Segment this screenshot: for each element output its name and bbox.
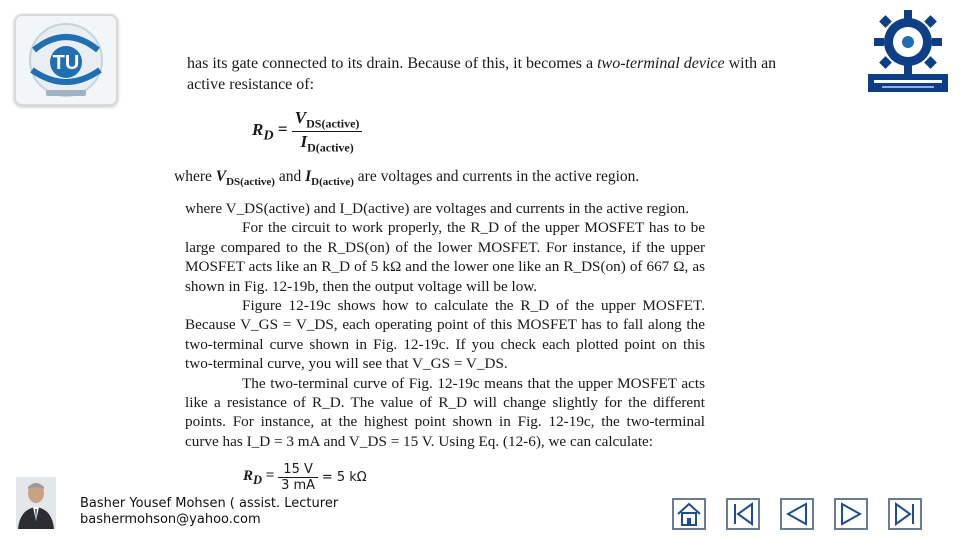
formula-fraction bbox=[292, 108, 363, 156]
college-gear-emblem-icon bbox=[864, 8, 952, 96]
last-slide-button[interactable] bbox=[888, 498, 922, 530]
calc-rd-symbol: R bbox=[243, 467, 254, 484]
two-terminal-term: two-terminal device bbox=[597, 55, 725, 72]
calc-fraction bbox=[278, 462, 318, 493]
intro-text-part1: has its gate connected to its drain. Because of this, it becomes a bbox=[187, 55, 598, 72]
calc-numerator: 15 V bbox=[278, 462, 318, 478]
scan-paragraph-2: Figure 12-19c shows how to calculate the R_D of the upper MOSFET. Because V_GS = V_DS, each operating point of this MOSFET has to fall along the two-terminal curve shown in Fig. 12-19c. If you check each plotted point on this two-terminal curve, you will see that V_GS = V_DS. bbox=[185, 297, 705, 373]
svg-text:TU: TU bbox=[52, 52, 80, 74]
where-v-subscript: DS(active) bbox=[226, 176, 275, 189]
formula-denominator-symbol: I bbox=[300, 132, 308, 152]
formula-numerator-symbol: V bbox=[294, 108, 307, 127]
author-name-line: Basher Yousef Mohsen ( assist. Lecturer bbox=[80, 496, 339, 511]
formula-rd-symbol: R bbox=[252, 119, 264, 139]
university-logo bbox=[14, 14, 118, 106]
author-credit bbox=[80, 496, 338, 528]
previous-slide-icon bbox=[782, 500, 812, 528]
where-v-symbol: V bbox=[215, 168, 227, 185]
next-slide-icon bbox=[836, 500, 866, 528]
formula-numerator-subscript: DS(active) bbox=[306, 116, 360, 131]
where-i-symbol: I bbox=[305, 168, 312, 185]
author-avatar-icon bbox=[16, 477, 56, 529]
intro-paragraph bbox=[187, 53, 787, 95]
active-resistance-formula bbox=[252, 108, 362, 156]
formula-denominator-subscript: D(active) bbox=[307, 140, 354, 155]
first-slide-icon bbox=[728, 500, 758, 528]
author-photo bbox=[16, 477, 56, 529]
scanned-textbook-excerpt bbox=[185, 199, 705, 451]
where-text-3: are voltages and currents in the active region. bbox=[353, 168, 640, 185]
intro-text-part2: with an active resistance of: bbox=[187, 55, 777, 93]
formula-rd-subscript: D bbox=[263, 127, 274, 144]
where-i-subscript: D(active) bbox=[311, 176, 354, 189]
where-line bbox=[174, 166, 639, 193]
rd-calculation-formula bbox=[243, 462, 367, 493]
scan-paragraph-1: For the circuit to work properly, the R_D of the upper MOSFET has to be large compared to the R_DS(on) of the lower MOSFET. For instance, if the upper MOSFET acts like an R_D of 5 kΩ and the lower one like an R_DS(on) of 667 Ω, as shown in Fig. 12-19b, then the output voltage will be low. bbox=[185, 219, 705, 295]
author-email: bashermohson@yahoo.com bbox=[80, 512, 261, 527]
where-text-1: where bbox=[174, 168, 216, 185]
next-slide-button[interactable] bbox=[834, 498, 868, 530]
calc-denominator: 3 mA bbox=[281, 478, 316, 493]
first-slide-button[interactable] bbox=[726, 498, 760, 530]
home-button[interactable] bbox=[672, 498, 706, 530]
home-icon bbox=[674, 500, 704, 528]
college-logo bbox=[864, 8, 952, 96]
formula-equals: = bbox=[277, 119, 288, 139]
where-text-2: and bbox=[274, 168, 306, 185]
scan-paragraph-3: The two-terminal curve of Fig. 12-19c means that the upper MOSFET acts like a resistance of R_D. The value of R_D will change slightly for the different points. For instance, at the highest point shown in Fig. 12-19c, the two-terminal curve has I_D = 3 mA and V_DS = 15 V. Using Eq. (12-6), we can calculate: bbox=[185, 374, 705, 450]
calc-rd-subscript: D bbox=[253, 472, 263, 487]
scan-where-line: where V_DS(active) and I_D(active) are voltages and currents in the active region. bbox=[185, 200, 690, 217]
calc-result: = 5 kΩ bbox=[321, 470, 367, 485]
previous-slide-button[interactable] bbox=[780, 498, 814, 530]
university-emblem-icon bbox=[16, 16, 116, 104]
last-slide-icon bbox=[890, 500, 920, 528]
calc-equals: = bbox=[265, 467, 275, 484]
